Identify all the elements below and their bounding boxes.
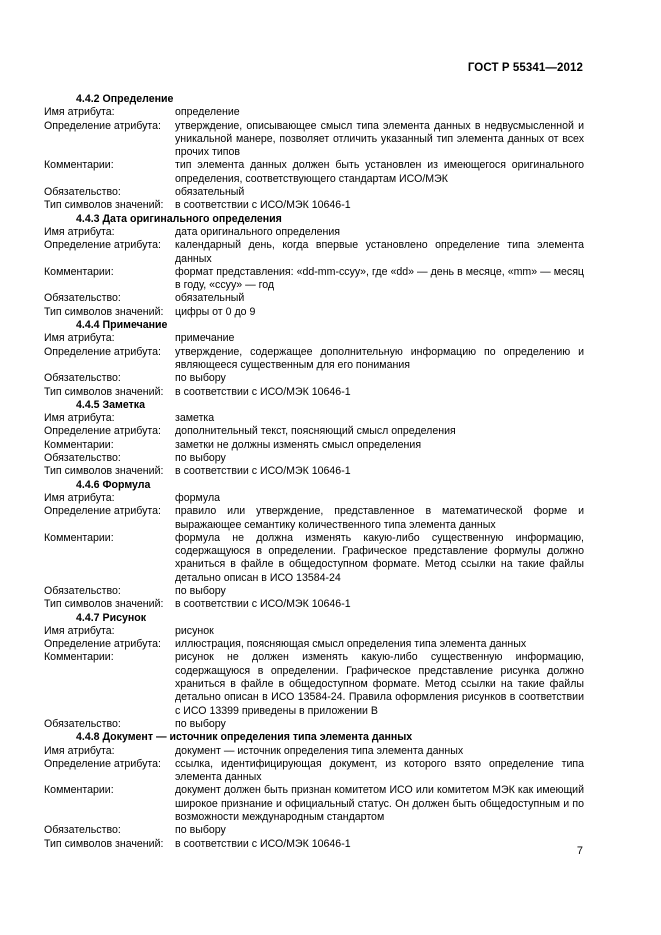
attribute-value: тип элемента данных должен быть установлен из имеющегося оригинального определения, соответствующего стандартам ИСО/МЭК	[175, 159, 584, 185]
section-heading: 4.4.2 Определение	[76, 93, 174, 105]
attribute-value: формула	[175, 491, 221, 504]
attribute-row	[44, 186, 584, 199]
attribute-row	[44, 651, 584, 717]
attribute-label: Определение атрибута:	[44, 119, 161, 132]
attribute-label: Имя атрибута:	[44, 624, 115, 637]
attribute-label: Имя атрибута:	[44, 412, 115, 425]
attribute-value: в соответствии с ИСО/МЭК 10646-1	[175, 837, 351, 850]
attribute-value: ссылка, идентифицирующая документ, из которого взято определение типа элемента данных	[175, 757, 584, 784]
attribute-row	[44, 465, 584, 478]
attribute-label: Комментарии:	[44, 651, 114, 664]
attribute-row	[44, 372, 584, 385]
page-number: 7	[576, 845, 583, 857]
attribute-row	[44, 452, 584, 465]
attribute-row	[44, 505, 584, 532]
attribute-value: формула не должна изменять какую-либо существенную информацию, содержащуюся в определении. Графическое представление формулы должно храниться в файле в общедоступном формате. Метод ссылки на такие файлы детально описан в ИСО 13584-24	[175, 531, 584, 584]
attribute-value: дополнительный текст, поясняющий смысл определения	[175, 425, 456, 438]
attribute-value: по выбору	[175, 824, 226, 837]
attribute-value: заметка	[175, 412, 215, 425]
attribute-value: в соответствии с ИСО/МЭК 10646-1	[175, 598, 351, 611]
attribute-value: цифры от 0 до 9	[175, 305, 256, 318]
attribute-label: Обязательство:	[44, 452, 121, 465]
section-heading: 4.4.3 Дата оригинального определения	[76, 212, 282, 225]
standard-code: ГОСТ Р 55341—2012	[467, 62, 583, 74]
attribute-value: рисунок не должен изменять какую-либо существенную информацию, содержащуюся в определении. Графическое представление рисунка должно храниться в файле в общедоступном формате. Метод ссылки на такие файлы детально описан в ИСО 13584-24. Правила оформления рисунков в соответствии с ИСО 13399 приведены в приложении В	[175, 651, 584, 717]
attribute-label: Обязательство:	[44, 824, 121, 837]
attribute-row	[44, 266, 584, 293]
attribute-value: рисунок	[175, 624, 214, 637]
attribute-value: примечание	[175, 332, 235, 345]
attribute-label: Определение атрибута:	[44, 425, 161, 438]
attribute-label: Имя атрибута:	[44, 744, 115, 757]
attribute-label: Тип символов значений:	[44, 305, 164, 318]
attribute-value: по выбору	[175, 372, 226, 385]
attribute-label: Комментарии:	[44, 438, 114, 451]
attribute-value: утверждение, содержащее дополнительную информацию по определению и являющееся существенным для его понимания	[175, 345, 584, 371]
attribute-value: в соответствии с ИСО/МЭК 10646-1	[175, 199, 351, 212]
attribute-row	[44, 838, 584, 851]
attribute-label: Тип символов значений:	[44, 199, 164, 212]
attribute-label: Обязательство:	[44, 717, 121, 730]
attribute-label: Комментарии:	[44, 531, 114, 544]
attribute-label: Имя атрибута:	[44, 491, 115, 504]
attribute-label: Имя атрибута:	[44, 225, 115, 238]
attribute-row	[44, 745, 584, 758]
attribute-row	[44, 159, 584, 186]
attribute-label: Обязательство:	[44, 186, 121, 199]
attribute-value: календарный день, когда впервые установлено определение типа элемента данных	[175, 239, 584, 265]
attribute-value: документ должен быть признан комитетом ИСО или комитетом МЭК как имеющий широкое признание и официальный статус. Он должен быть общедоступным и по возможности международным стандартом	[175, 784, 584, 824]
attribute-value: в соответствии с ИСО/МЭК 10646-1	[175, 385, 351, 398]
attribute-label: Тип символов значений:	[44, 465, 164, 478]
section-heading: 4.4.8 Документ — источник определения типа элемента данных	[76, 731, 413, 744]
attribute-value: по выбору	[175, 452, 226, 465]
section-heading: 4.4.5 Заметка	[76, 398, 146, 411]
section-heading: 4.4.4 Примечание	[76, 319, 168, 332]
attribute-value: обязательный	[175, 292, 245, 305]
attribute-value: по выбору	[175, 717, 226, 730]
attribute-label: Определение атрибута:	[44, 345, 161, 358]
attribute-row	[44, 758, 584, 785]
section-heading: 4.4.7 Рисунок	[76, 611, 147, 624]
attribute-value: заметки не должны изменять смысл определения	[175, 438, 422, 451]
attribute-row	[44, 784, 584, 824]
attribute-row	[44, 585, 584, 598]
attribute-row	[44, 332, 584, 345]
attribute-value: утверждение, описывающее смысл типа элемента данных в недвусмысленной и уникальной манере, позволяет отличить указанный тип элемента данных от всех прочих типов	[175, 119, 584, 159]
attribute-value: дата оригинального определения	[175, 225, 341, 238]
attribute-label: Комментарии:	[44, 159, 114, 172]
attribute-row	[44, 386, 584, 399]
attribute-row	[44, 598, 584, 611]
attribute-row	[44, 199, 584, 212]
attribute-label: Имя атрибута:	[44, 106, 115, 119]
attribute-row	[44, 439, 584, 452]
attribute-value: документ — источник определения типа элемента данных	[175, 744, 464, 757]
attribute-label: Обязательство:	[44, 292, 121, 305]
attribute-row	[44, 306, 584, 319]
attribute-row	[44, 824, 584, 837]
attribute-value: определение	[175, 106, 240, 119]
attribute-value: в соответствии с ИСО/МЭК 10646-1	[175, 465, 351, 478]
attribute-row	[44, 346, 584, 373]
attribute-row	[44, 425, 584, 438]
attribute-label: Определение атрибута:	[44, 239, 161, 252]
attribute-label: Определение атрибута:	[44, 757, 161, 770]
attribute-row	[44, 625, 584, 638]
attribute-row	[44, 120, 584, 160]
attribute-row	[44, 106, 584, 119]
attribute-label: Комментарии:	[44, 265, 114, 278]
attribute-row	[44, 226, 584, 239]
attribute-label: Определение атрибута:	[44, 505, 161, 518]
attribute-row	[44, 718, 584, 731]
attribute-label: Тип символов значений:	[44, 598, 164, 611]
attribute-value: правило или утверждение, представленное в математической форме и выражающее семантику количественного типа элемента данных	[175, 505, 584, 531]
attribute-label: Тип символов значений:	[44, 385, 164, 398]
attribute-value: формат представления: «dd-mm-ccyy», где «dd» — день в месяце, «mm» — месяц в году, «ccyy» — год	[175, 265, 584, 292]
document-body	[44, 93, 584, 851]
attribute-label: Обязательство:	[44, 584, 121, 597]
attribute-row	[44, 532, 584, 585]
attribute-value: иллюстрация, поясняющая смысл определения типа элемента данных	[175, 638, 527, 651]
attribute-row	[44, 292, 584, 305]
attribute-label: Комментарии:	[44, 784, 114, 797]
attribute-row	[44, 412, 584, 425]
attribute-value: по выбору	[175, 584, 226, 597]
attribute-row	[44, 638, 584, 651]
section-heading: 4.4.6 Формула	[76, 478, 151, 491]
attribute-row	[44, 492, 584, 505]
attribute-value: обязательный	[175, 186, 245, 199]
attribute-label: Тип символов значений:	[44, 837, 164, 850]
attribute-label: Обязательство:	[44, 372, 121, 385]
attribute-label: Определение атрибута:	[44, 638, 161, 651]
attribute-label: Имя атрибута:	[44, 332, 115, 345]
attribute-row	[44, 239, 584, 266]
